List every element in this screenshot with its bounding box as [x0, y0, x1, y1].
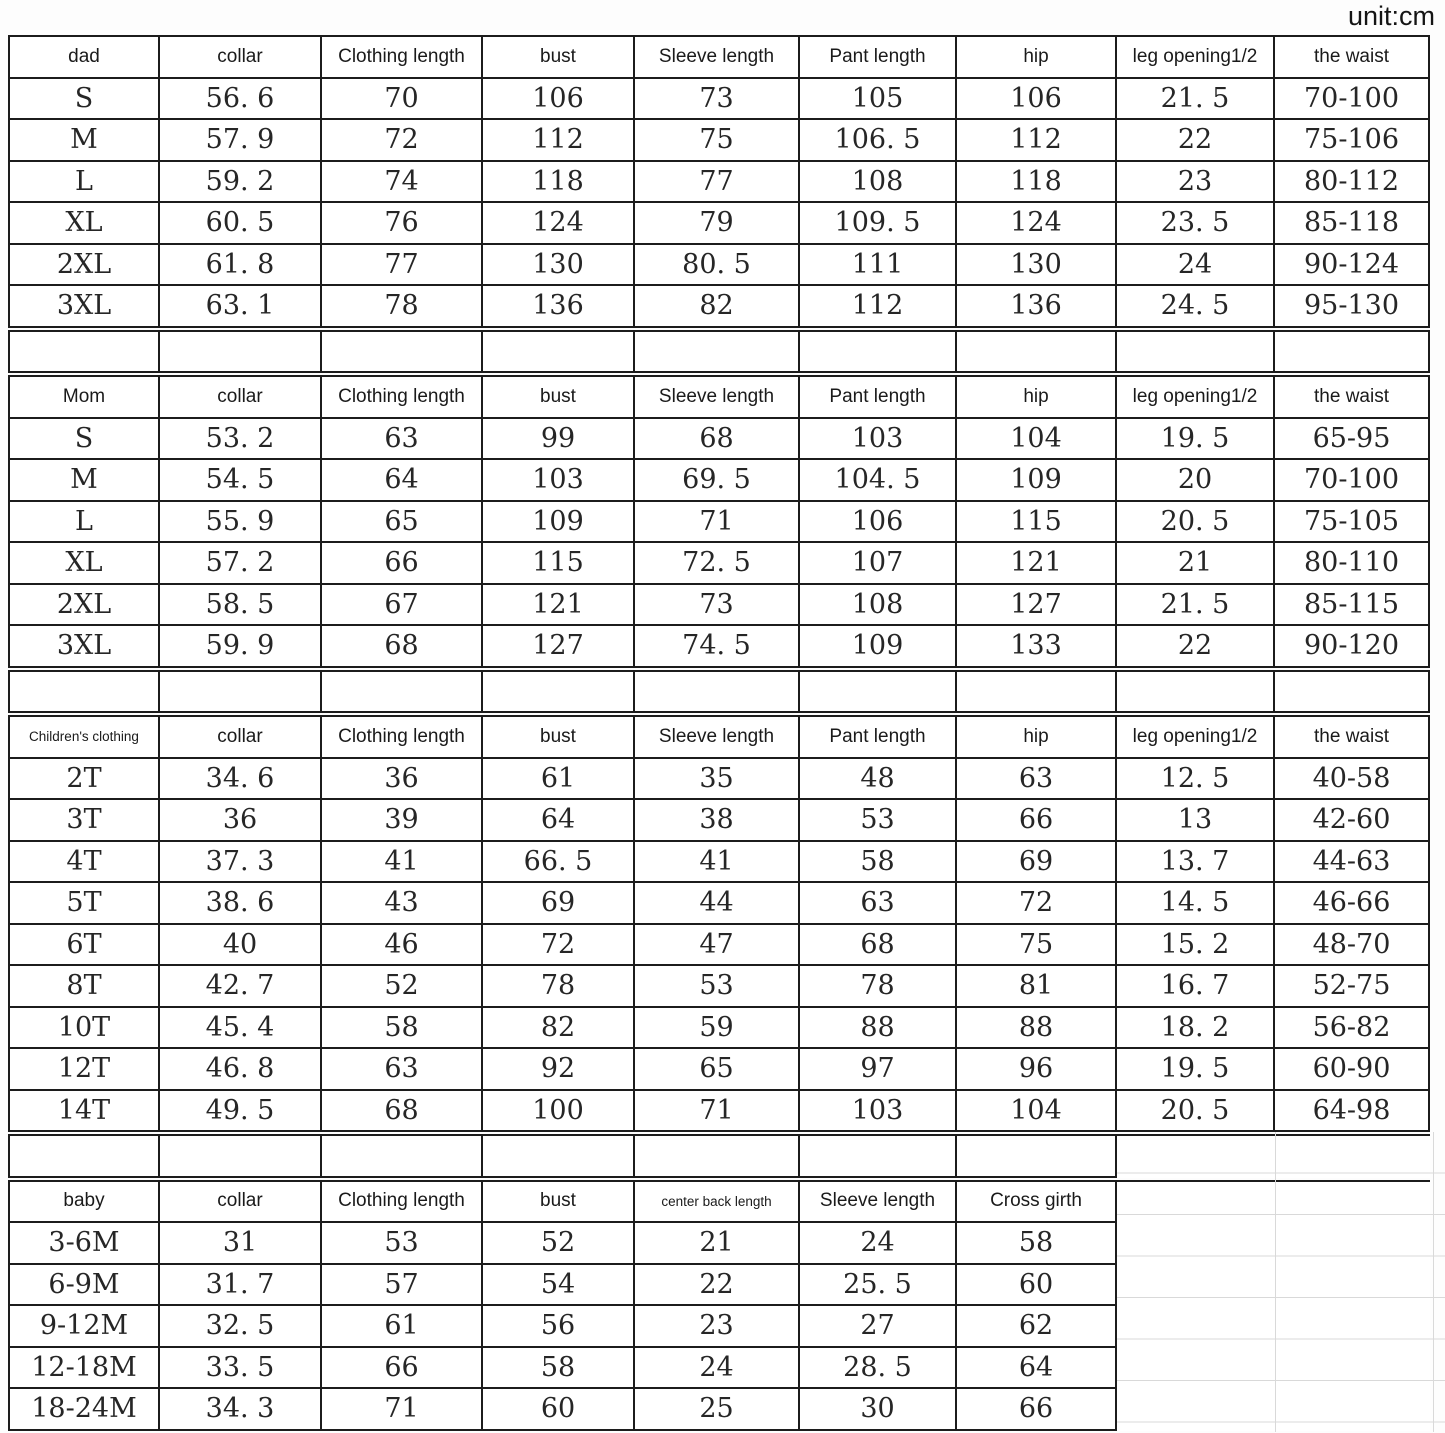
value-cell: 97 — [800, 1049, 957, 1091]
value-cell: 45. 4 — [160, 1008, 322, 1050]
spacer-cell — [1275, 332, 1430, 374]
size-label-cell: XL — [10, 543, 160, 585]
value-cell: 34. 6 — [160, 759, 322, 801]
value-cell: 12. 5 — [1117, 759, 1275, 801]
size-label-cell: 6-9M — [10, 1265, 160, 1307]
value-cell: 66 — [322, 1348, 483, 1390]
value-cell: 130 — [957, 245, 1117, 287]
spacer-cell — [10, 672, 160, 714]
value-cell: 38 — [635, 800, 800, 842]
value-cell: 118 — [483, 162, 635, 204]
value-cell: 90-124 — [1275, 245, 1430, 287]
value-cell: 46 — [322, 925, 483, 967]
value-cell: 19. 5 — [1117, 1049, 1275, 1091]
value-cell: 106. 5 — [800, 120, 957, 162]
spacer-cell — [1117, 332, 1275, 374]
value-cell: 108 — [800, 162, 957, 204]
value-cell: 61 — [483, 759, 635, 801]
size-label-cell: 18-24M — [10, 1389, 160, 1431]
section-table-children — [8, 715, 1430, 1132]
column-header: Sleeve length — [800, 1182, 957, 1224]
size-label-cell: 12-18M — [10, 1348, 160, 1390]
column-header: the waist — [1275, 717, 1430, 759]
value-cell: 16. 7 — [1117, 966, 1275, 1008]
value-cell: 127 — [957, 585, 1117, 627]
value-cell: 28. 5 — [800, 1348, 957, 1390]
value-cell: 106 — [957, 79, 1117, 121]
spacer-cell — [322, 332, 483, 374]
value-cell: 124 — [483, 203, 635, 245]
size-label-cell: 5T — [10, 883, 160, 925]
value-cell: 60-90 — [1275, 1049, 1430, 1091]
value-cell: 47 — [635, 925, 800, 967]
value-cell: 39 — [322, 800, 483, 842]
column-header: leg opening1/2 — [1117, 717, 1275, 759]
value-cell: 121 — [483, 585, 635, 627]
column-header: Clothing length — [322, 1182, 483, 1224]
value-cell: 23 — [635, 1306, 800, 1348]
value-cell: 56. 6 — [160, 79, 322, 121]
value-cell: 22 — [635, 1265, 800, 1307]
value-cell: 108 — [800, 585, 957, 627]
spacer-cell — [483, 1136, 635, 1178]
value-cell: 62 — [957, 1306, 1117, 1348]
value-cell: 59. 9 — [160, 626, 322, 668]
value-cell: 112 — [957, 120, 1117, 162]
value-cell: 63 — [800, 883, 957, 925]
value-cell: 100 — [483, 1091, 635, 1133]
value-cell: 106 — [483, 79, 635, 121]
value-cell: 111 — [800, 245, 957, 287]
value-cell: 24 — [1117, 245, 1275, 287]
value-cell: 23 — [1117, 162, 1275, 204]
value-cell: 58 — [483, 1348, 635, 1390]
value-cell: 66 — [957, 1389, 1117, 1431]
column-header: Clothing length — [322, 37, 483, 79]
value-cell: 61. 8 — [160, 245, 322, 287]
value-cell: 92 — [483, 1049, 635, 1091]
size-label-cell: M — [10, 460, 160, 502]
column-header: collar — [160, 377, 322, 419]
value-cell: 109 — [957, 460, 1117, 502]
value-cell: 34. 3 — [160, 1389, 322, 1431]
spacer-row — [8, 1134, 1430, 1178]
value-cell: 69 — [957, 842, 1117, 884]
value-cell: 112 — [800, 286, 957, 328]
value-cell: 70-100 — [1275, 460, 1430, 502]
value-cell: 115 — [483, 543, 635, 585]
value-cell: 61 — [322, 1306, 483, 1348]
value-cell: 96 — [957, 1049, 1117, 1091]
spacer-cell — [1117, 672, 1275, 714]
value-cell: 54 — [483, 1265, 635, 1307]
value-cell: 60 — [483, 1389, 635, 1431]
value-cell: 13. 7 — [1117, 842, 1275, 884]
spacer-cell — [160, 672, 322, 714]
value-cell: 72 — [483, 925, 635, 967]
spacer-cell — [322, 1136, 483, 1178]
value-cell: 19. 5 — [1117, 419, 1275, 461]
value-cell: 64 — [483, 800, 635, 842]
value-cell: 99 — [483, 419, 635, 461]
value-cell: 58 — [957, 1223, 1117, 1265]
value-cell: 60. 5 — [160, 203, 322, 245]
value-cell: 79 — [635, 203, 800, 245]
spacer-cell — [160, 332, 322, 374]
value-cell: 72. 5 — [635, 543, 800, 585]
value-cell: 21 — [635, 1223, 800, 1265]
value-cell: 54. 5 — [160, 460, 322, 502]
value-cell: 20 — [1117, 460, 1275, 502]
spacer-row — [8, 330, 1430, 374]
spacer-cell — [483, 332, 635, 374]
value-cell: 22 — [1117, 120, 1275, 162]
column-header: Sleeve length — [635, 717, 800, 759]
value-cell: 74. 5 — [635, 626, 800, 668]
value-cell: 78 — [800, 966, 957, 1008]
column-header: hip — [957, 377, 1117, 419]
value-cell: 32. 5 — [160, 1306, 322, 1348]
value-cell: 48-70 — [1275, 925, 1430, 967]
value-cell: 41 — [322, 842, 483, 884]
value-cell: 80. 5 — [635, 245, 800, 287]
size-label-cell: 2XL — [10, 585, 160, 627]
value-cell: 78 — [322, 286, 483, 328]
spacer-cell — [160, 1136, 322, 1178]
value-cell: 76 — [322, 203, 483, 245]
value-cell: 68 — [322, 1091, 483, 1133]
value-cell: 65 — [322, 502, 483, 544]
value-cell: 14. 5 — [1117, 883, 1275, 925]
value-cell: 20. 5 — [1117, 1091, 1275, 1133]
value-cell: 109 — [483, 502, 635, 544]
value-cell: 15. 2 — [1117, 925, 1275, 967]
spacer-cell — [635, 1136, 800, 1178]
value-cell: 78 — [483, 966, 635, 1008]
value-cell: 58 — [800, 842, 957, 884]
value-cell: 69 — [483, 883, 635, 925]
value-cell: 118 — [957, 162, 1117, 204]
column-header: bust — [483, 1182, 635, 1224]
value-cell: 35 — [635, 759, 800, 801]
value-cell: 57. 9 — [160, 120, 322, 162]
section-table-dad — [8, 35, 1430, 328]
column-header: bust — [483, 717, 635, 759]
value-cell: 31. 7 — [160, 1265, 322, 1307]
value-cell: 80-112 — [1275, 162, 1430, 204]
spacer-cell — [800, 672, 957, 714]
value-cell: 42. 7 — [160, 966, 322, 1008]
value-cell: 63 — [322, 1049, 483, 1091]
section-table-mom — [8, 375, 1430, 668]
value-cell: 73 — [635, 585, 800, 627]
size-label-cell: 12T — [10, 1049, 160, 1091]
value-cell: 72 — [322, 120, 483, 162]
column-header: the waist — [1275, 37, 1430, 79]
value-cell: 57 — [322, 1265, 483, 1307]
spacer-row — [8, 670, 1430, 714]
column-header: leg opening1/2 — [1117, 37, 1275, 79]
value-cell: 88 — [800, 1008, 957, 1050]
value-cell: 56 — [483, 1306, 635, 1348]
spacer-cell — [322, 672, 483, 714]
spacer-cell — [483, 672, 635, 714]
value-cell: 27 — [800, 1306, 957, 1348]
value-cell: 53 — [800, 800, 957, 842]
column-header: Pant length — [800, 37, 957, 79]
value-cell: 68 — [800, 925, 957, 967]
column-header: Clothing length — [322, 717, 483, 759]
value-cell: 64 — [957, 1348, 1117, 1390]
column-header: leg opening1/2 — [1117, 377, 1275, 419]
value-cell: 73 — [635, 79, 800, 121]
value-cell: 58 — [322, 1008, 483, 1050]
value-cell: 103 — [800, 1091, 957, 1133]
spacer-cell — [10, 332, 160, 374]
value-cell: 75-105 — [1275, 502, 1430, 544]
spacer-cell — [635, 332, 800, 374]
value-cell: 23. 5 — [1117, 203, 1275, 245]
column-header: Sleeve length — [635, 377, 800, 419]
size-label-cell: 3-6M — [10, 1223, 160, 1265]
column-header: Pant length — [800, 717, 957, 759]
value-cell: 75 — [957, 925, 1117, 967]
value-cell: 43 — [322, 883, 483, 925]
value-cell: 48 — [800, 759, 957, 801]
value-cell: 53. 2 — [160, 419, 322, 461]
value-cell: 109 — [800, 626, 957, 668]
value-cell: 38. 6 — [160, 883, 322, 925]
value-cell: 82 — [635, 286, 800, 328]
spacer-cell — [1275, 672, 1430, 714]
spacer-cell — [635, 672, 800, 714]
column-header: hip — [957, 717, 1117, 759]
value-cell: 44-63 — [1275, 842, 1430, 884]
value-cell: 55. 9 — [160, 502, 322, 544]
value-cell: 58. 5 — [160, 585, 322, 627]
value-cell: 104. 5 — [800, 460, 957, 502]
value-cell: 109. 5 — [800, 203, 957, 245]
column-header: Pant length — [800, 377, 957, 419]
value-cell: 46. 8 — [160, 1049, 322, 1091]
value-cell: 81 — [957, 966, 1117, 1008]
value-cell: 75 — [635, 120, 800, 162]
value-cell: 25 — [635, 1389, 800, 1431]
value-cell: 105 — [800, 79, 957, 121]
value-cell: 136 — [483, 286, 635, 328]
column-header: Sleeve length — [635, 37, 800, 79]
value-cell: 77 — [635, 162, 800, 204]
value-cell: 22 — [1117, 626, 1275, 668]
value-cell: 53 — [322, 1223, 483, 1265]
value-cell: 24. 5 — [1117, 286, 1275, 328]
size-chart — [8, 35, 1430, 1433]
value-cell: 63 — [957, 759, 1117, 801]
value-cell: 68 — [635, 419, 800, 461]
value-cell: 64-98 — [1275, 1091, 1430, 1133]
column-header: center back length — [635, 1182, 800, 1224]
value-cell: 95-130 — [1275, 286, 1430, 328]
value-cell: 70-100 — [1275, 79, 1430, 121]
value-cell: 67 — [322, 585, 483, 627]
value-cell: 21. 5 — [1117, 79, 1275, 121]
value-cell: 66 — [957, 800, 1117, 842]
value-cell: 124 — [957, 203, 1117, 245]
value-cell: 18. 2 — [1117, 1008, 1275, 1050]
spacer-cell — [800, 332, 957, 374]
value-cell: 103 — [483, 460, 635, 502]
value-cell: 63 — [322, 419, 483, 461]
value-cell: 71 — [635, 1091, 800, 1133]
value-cell: 21 — [1117, 543, 1275, 585]
value-cell: 56-82 — [1275, 1008, 1430, 1050]
value-cell: 103 — [800, 419, 957, 461]
value-cell: 24 — [800, 1223, 957, 1265]
value-cell: 25. 5 — [800, 1265, 957, 1307]
value-cell: 71 — [635, 502, 800, 544]
value-cell: 85-115 — [1275, 585, 1430, 627]
value-cell: 133 — [957, 626, 1117, 668]
value-cell: 52-75 — [1275, 966, 1430, 1008]
value-cell: 64 — [322, 460, 483, 502]
size-label-cell: S — [10, 79, 160, 121]
size-label-cell: M — [10, 120, 160, 162]
value-cell: 42-60 — [1275, 800, 1430, 842]
value-cell: 52 — [322, 966, 483, 1008]
column-header: Clothing length — [322, 377, 483, 419]
spacer-cell — [957, 332, 1117, 374]
value-cell: 106 — [800, 502, 957, 544]
column-header: baby — [10, 1182, 160, 1224]
spacer-cell — [800, 1136, 957, 1178]
column-header: collar — [160, 717, 322, 759]
value-cell: 41 — [635, 842, 800, 884]
value-cell: 68 — [322, 626, 483, 668]
size-label-cell: 8T — [10, 966, 160, 1008]
value-cell: 80-110 — [1275, 543, 1430, 585]
value-cell: 127 — [483, 626, 635, 668]
size-label-cell: 6T — [10, 925, 160, 967]
value-cell: 77 — [322, 245, 483, 287]
size-label-cell: 2T — [10, 759, 160, 801]
size-label-cell: 14T — [10, 1091, 160, 1133]
column-header: collar — [160, 1182, 322, 1224]
size-label-cell: 4T — [10, 842, 160, 884]
value-cell: 24 — [635, 1348, 800, 1390]
column-header: bust — [483, 377, 635, 419]
value-cell: 71 — [322, 1389, 483, 1431]
value-cell: 36 — [160, 800, 322, 842]
value-cell: 66. 5 — [483, 842, 635, 884]
value-cell: 136 — [957, 286, 1117, 328]
value-cell: 59. 2 — [160, 162, 322, 204]
spacer-cell — [957, 1136, 1117, 1178]
value-cell: 37. 3 — [160, 842, 322, 884]
value-cell: 49. 5 — [160, 1091, 322, 1133]
column-header: bust — [483, 37, 635, 79]
value-cell: 121 — [957, 543, 1117, 585]
spacer-cell — [10, 1136, 160, 1178]
value-cell: 60 — [957, 1265, 1117, 1307]
value-cell: 46-66 — [1275, 883, 1430, 925]
value-cell: 112 — [483, 120, 635, 162]
spacer-cell — [957, 672, 1117, 714]
value-cell: 44 — [635, 883, 800, 925]
value-cell: 40 — [160, 925, 322, 967]
value-cell: 75-106 — [1275, 120, 1430, 162]
value-cell: 82 — [483, 1008, 635, 1050]
value-cell: 20. 5 — [1117, 502, 1275, 544]
size-label-cell: 2XL — [10, 245, 160, 287]
size-label-cell: S — [10, 419, 160, 461]
value-cell: 107 — [800, 543, 957, 585]
value-cell: 53 — [635, 966, 800, 1008]
value-cell: 90-120 — [1275, 626, 1430, 668]
value-cell: 21. 5 — [1117, 585, 1275, 627]
size-label-cell: L — [10, 162, 160, 204]
value-cell: 59 — [635, 1008, 800, 1050]
value-cell: 104 — [957, 419, 1117, 461]
value-cell: 66 — [322, 543, 483, 585]
column-header: Cross girth — [957, 1182, 1117, 1224]
size-label-cell: XL — [10, 203, 160, 245]
column-header: Mom — [10, 377, 160, 419]
size-label-cell: 3XL — [10, 626, 160, 668]
unit-label: unit:cm — [1347, 1, 1435, 31]
size-label-cell: 3T — [10, 800, 160, 842]
value-cell: 36 — [322, 759, 483, 801]
size-label-cell: 10T — [10, 1008, 160, 1050]
value-cell: 70 — [322, 79, 483, 121]
column-header: dad — [10, 37, 160, 79]
value-cell: 40-58 — [1275, 759, 1430, 801]
value-cell: 63. 1 — [160, 286, 322, 328]
section-table-baby — [8, 1180, 1430, 1431]
size-label-cell: L — [10, 502, 160, 544]
value-cell: 65 — [635, 1049, 800, 1091]
value-cell: 69. 5 — [635, 460, 800, 502]
column-header: the waist — [1275, 377, 1430, 419]
column-header: Children's clothing — [10, 717, 160, 759]
value-cell: 130 — [483, 245, 635, 287]
column-header: collar — [160, 37, 322, 79]
value-cell: 52 — [483, 1223, 635, 1265]
size-label-cell: 3XL — [10, 286, 160, 328]
value-cell: 30 — [800, 1389, 957, 1431]
value-cell: 85-118 — [1275, 203, 1430, 245]
value-cell: 115 — [957, 502, 1117, 544]
value-cell: 74 — [322, 162, 483, 204]
value-cell: 57. 2 — [160, 543, 322, 585]
value-cell: 31 — [160, 1223, 322, 1265]
size-label-cell: 9-12M — [10, 1306, 160, 1348]
value-cell: 33. 5 — [160, 1348, 322, 1390]
column-header: hip — [957, 37, 1117, 79]
value-cell: 104 — [957, 1091, 1117, 1133]
value-cell: 72 — [957, 883, 1117, 925]
value-cell: 88 — [957, 1008, 1117, 1050]
value-cell: 65-95 — [1275, 419, 1430, 461]
value-cell: 13 — [1117, 800, 1275, 842]
